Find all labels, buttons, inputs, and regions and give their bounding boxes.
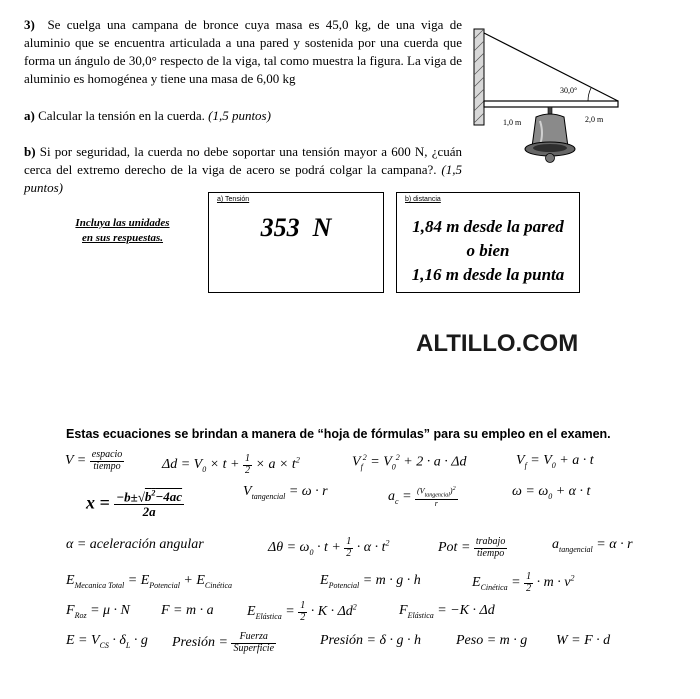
part-b	[24, 143, 462, 197]
answer-box-b	[396, 192, 580, 293]
right-length-label: 2,0 m	[585, 115, 604, 124]
left-length-label: 1,0 m	[503, 118, 522, 127]
bell	[525, 107, 575, 163]
units-note	[60, 216, 185, 246]
formula-angular-velocity: $\omega = \omega_0 + \alpha \cdot t$	[512, 484, 591, 501]
formulas-heading: Estas ecuaciones se brindan a manera de “hoja de fórmulas” para su empleo en el examen.	[66, 427, 611, 441]
formula-elastic-energy: $E_{Elástica}$ = $\frac{1}{2}$ · $K \cdot \Delta d^2$	[247, 600, 357, 623]
formula-power: Pot = $\frac{\text{trabajo}}{\text{tiempo}}$	[438, 536, 506, 559]
angle-arc	[588, 88, 591, 101]
formula-angular-displacement: $\Delta\theta = \omega_0 \cdot t$ + $\frac{1}{2}$ · $\alpha \cdot t^2$	[268, 536, 390, 559]
answer-b-text	[397, 215, 579, 287]
answer-b-line3: 1,16 m desde la punta	[411, 265, 565, 284]
formula-weight: Peso = m · g	[456, 633, 528, 648]
answer-box-b-title: b) distancia	[405, 196, 441, 203]
part-b-text: Si por seguridad, la cuerda no debe soportar una tensión mayor a 600 N, ¿cuán cerca del extremo derecho de la viga de acero se podrá colgar la campana?.	[24, 144, 462, 177]
angle-label: 30,0°	[560, 86, 578, 95]
part-a	[24, 107, 462, 125]
formula-newton: F = m · a	[161, 603, 214, 618]
beam-bell-figure	[470, 25, 650, 175]
watermark: ALTILLO.COM	[416, 330, 579, 357]
answer-b-line2: o bien	[466, 241, 510, 260]
formula-centripetal: $a_c$ = $\frac{(V_{tangencial})^2}{r}$	[388, 486, 456, 508]
formula-elastic-force: $F_{Elástica} = -K \cdot \Delta d$	[399, 603, 495, 620]
formula-friction: $F_{Roz} = \mu \cdot N$	[66, 603, 130, 620]
formula-quadratic: x = $\frac{-b\pm√b^2-4ac}{2a}$	[86, 489, 183, 519]
formula-mechanical-energy: $E_{Mecanica Total} = E_{Potencial} + E_{Cinética}$	[66, 573, 233, 590]
part-a-points: (1,5 puntos)	[208, 108, 271, 123]
rope	[484, 33, 618, 101]
formula-tangential-acceleration: $a_{tangencial} = \alpha \cdot r$	[552, 537, 633, 554]
formula-angular-acceleration: α = aceleración angular	[66, 537, 204, 552]
answer-box-a	[208, 192, 384, 293]
problem-number: 3)	[24, 17, 35, 32]
part-b-label: b)	[24, 144, 36, 159]
formula-potential-energy: $E_{Potencial} = m \cdot g \cdot h$	[320, 573, 421, 590]
formula-displacement: $\Delta d = V_0 \times t$ + $\frac{1}{2}$ × $a \times t^2$	[162, 453, 300, 476]
part-a-label: a)	[24, 108, 35, 123]
problem-text: Se cuelga una campana de bronce cuya masa es 45,0 kg, de una viga de aluminio que se encuentra articulada a una pared y sostenida por una cuerda que forma un ángulo de 30,0° respecto de la viga, tal como muestra la figura. La viga de aluminio es homogénea y tiene una masa de 6,00 kg	[24, 17, 462, 86]
units-note-line1: Incluya las unidades	[75, 217, 170, 229]
formula-work: W = F · d	[556, 633, 611, 648]
answer-a-value: 353 N	[260, 213, 332, 242]
formula-kinetic-energy: $E_{Cinética}$ = $\frac{1}{2}$ · $m \cdot v^2$	[472, 571, 575, 594]
formula-pressure: Presión = $\frac{\text{Fuerza}}{\text{Superficie}}$	[172, 631, 275, 654]
formula-buoyancy: $E = V_{CS} \cdot \delta_L \cdot g$	[66, 633, 148, 650]
answer-box-a-title: a) Tensión	[217, 196, 250, 203]
part-a-text: Calcular la tensión en la cuerda.	[38, 108, 205, 123]
answer-b-line1: 1,84 m desde la pared	[412, 217, 564, 236]
formula-tangential-velocity: $V_{tangencial} = \omega \cdot r$	[243, 484, 328, 501]
units-note-line2: en sus respuestas.	[82, 232, 163, 244]
formula-torricelli: $V_f^2 = V_0^2 + 2 \cdot a \cdot \Delta d$	[352, 453, 467, 472]
wall	[474, 29, 484, 125]
formula-final-velocity: $V_f = V_0 + a \cdot t$	[516, 453, 594, 470]
formula-hydrostatic-pressure: Presión = δ · g · h	[320, 633, 421, 648]
problem-statement	[24, 16, 462, 88]
part-b-points: (1,5 puntos)	[24, 162, 463, 195]
formula-velocity: V = $\frac{\text{espacio}}{\text{tiempo}}$	[65, 449, 123, 472]
beam	[484, 101, 618, 107]
